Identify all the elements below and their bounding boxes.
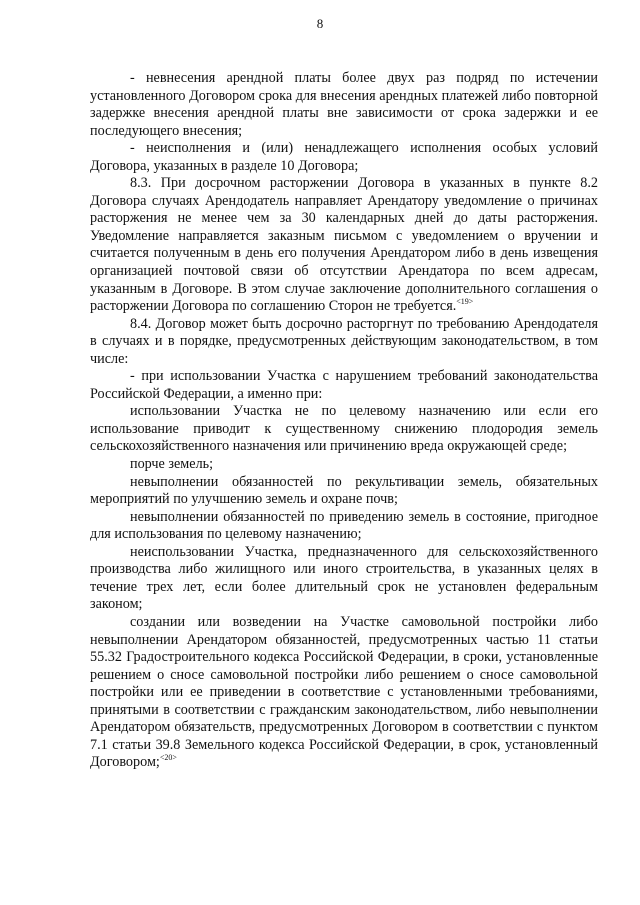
- paragraph-land-damage: порче земель;: [130, 456, 214, 473]
- paragraph-misuse: использовании Участка не по целевому назначению или если его использование приводит к существенному снижению плодородия земель сельскохозяйственного назначения или причинению вреда окружающей среде;: [90, 403, 598, 455]
- document-body: [90, 70, 598, 772]
- paragraph-land-restoration: невыполнении обязанностей по приведению земель в состояние, пригодное для использования по целевому назначению;: [90, 508, 598, 543]
- paragraph-special-conditions: - неисполнения и (или) ненадлежащего исполнения особых условий Договора, указанных в разделе 10 Договора;: [90, 140, 598, 174]
- footnote-ref-20: <20>: [159, 753, 177, 763]
- paragraph-8-3: 8.3. При досрочном расторжении Договора в указанных в пункте 8.2 Договора случаях Арендодатель направляет Арендатору уведомление о причинах расторжения не менее чем за 30 календарных дней до даты расторжения. Уведомление направляется заказным письмом с уведомлением о вручении и считается полученным в день его получения Арендатором либо в день извещения организацией почтовой связи об отсутствии Арендатора по всем адресам, указанным в Договоре. В этом случае заключение дополнительного соглашения о расторжении Договора по соглашению Сторон не требуется.$^{<19>}$: [90, 175, 598, 315]
- footnote-ref-19: <19>: [456, 297, 474, 307]
- paragraph-reclamation: невыполнении обязанностей по рекультивации земель, обязательных мероприятий по улучшению земель и охране почв;: [90, 473, 598, 508]
- paragraph-unauthorized-building: создании или возведении на Участке самовольной постройки либо невыполнении Арендатором обязанностей, предусмотренных частью 11 статьи 55.32 Градостроительного кодекса Российской Федерации, в сроки, установленные решением о сносе самовольной постройки либо решением о сносе самовольной постройки или ее приведении в соответствие с установленными требованиями, принятыми в соответствии с гражданским законодательством, либо невыполнении Арендатором обязательств, предусмотренных Договором в соответствии с пунктом 7.1 статьи 39.8 Земельного кодекса Российской Федерации, в срок, установленный Договором;$^{<20>}$: [90, 613, 598, 771]
- page-number: 8: [316, 16, 324, 31]
- paragraph-8-4: 8.4. Договор может быть досрочно расторгнут по требованию Арендодателя в случаях и в порядке, предусмотренных действующим законодательством, в том числе:: [90, 315, 598, 367]
- paragraph-non-use: неиспользовании Участка, предназначенного для сельскохозяйственного производства либо жилищного или иного строительства, в указанных целях в течение трех лет, если более длительный срок не установлен федеральным законом;: [90, 543, 598, 613]
- paragraph-violation: - при использовании Участка с нарушением требований законодательства Российской Федерации, а именно при:: [90, 368, 598, 402]
- paragraph-nonpayment: - невнесения арендной платы более двух раз подряд по истечении установленного Договором срока для внесения арендных платежей либо повторной задержке внесения арендной платы вне зависимости от срока задержки и ее последующего внесения;: [90, 70, 598, 139]
